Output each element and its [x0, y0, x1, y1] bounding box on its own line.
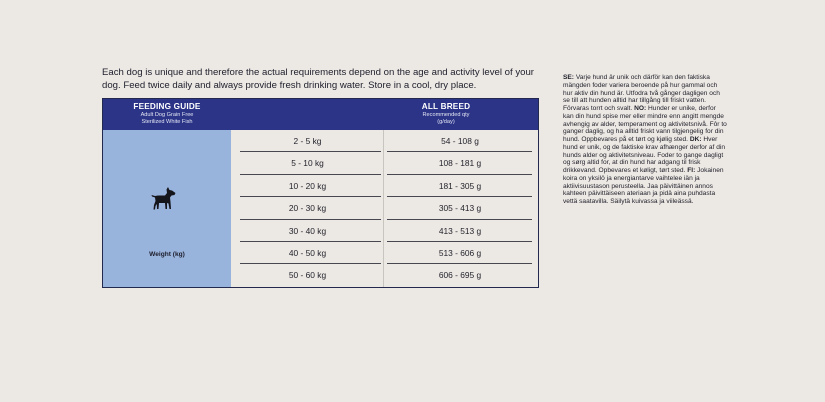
lang-text-dk: Hver hund er unik, og de faktiske krav afhænger derfor af din hunds alder og aktivitetsniveau. Foder to gange dagligt og sørg altid for, at din hund har adgang til frisk drikkevand. Opbevares et køligt, tørt sted. [563, 136, 726, 174]
table-row [231, 130, 538, 152]
multilingual-text [563, 74, 728, 206]
qty-cell: 181 - 305 g [438, 180, 482, 191]
header-left [103, 102, 231, 125]
lang-text-fi: Jokainen koira on yksilö ja energiantarve vaihtelee iän ja aktiivisuustason perusteella. Jaa päivittäinen annos kahteen päivittäiseen ateriaan ja pidä aina puhdasta vettä saatavilla. Säilytä kuivassa ja viileässä. [563, 167, 724, 205]
feeding-guide-subtitle-1: Adult Dog Grain Free [140, 112, 194, 118]
weight-cell: 2 - 5 kg [293, 136, 322, 146]
dog-icon [149, 185, 179, 213]
feeding-rows [231, 130, 538, 287]
weight-label: Weight (kg) [149, 251, 185, 258]
recommended-qty-label: Recommended qty [422, 112, 470, 118]
qty-cell: 606 - 695 g [438, 270, 482, 281]
lang-text-se: Varje hund är unik och därför kan den faktiska mängden foder variera beroende på hur gammal och hur aktiv din hund är. Utfodra två gånger dagligen och se till att hunden alltid har tillgång till friskt vatten. Förvaras torrt och svalt. [563, 74, 720, 112]
lang-code-se: SE: [563, 74, 574, 81]
qty-cell: 54 - 108 g [441, 136, 479, 146]
weight-cell: 10 - 20 kg [288, 180, 327, 191]
lang-code-dk: DK: [689, 136, 702, 143]
qty-cell: 513 - 606 g [438, 248, 482, 258]
qty-cell: 108 - 181 g [438, 158, 482, 169]
all-breed-title: ALL BREED [421, 102, 471, 111]
weight-cell: 5 - 10 kg [291, 158, 324, 169]
weight-cell: 40 - 50 kg [288, 248, 327, 258]
header-right [371, 102, 521, 125]
table-row [231, 175, 538, 197]
table-row [231, 197, 538, 219]
feeding-guide-subtitle-2: Sterilized White Fish [141, 118, 193, 125]
lang-text-no: Hunder er unike, derfor kan din hund spise mer eller mindre enn angitt mengde avhengig av alder, temperament og aktivitetsnivå. Fôr to ganger daglig, og ha alltid friskt vann tilgjengelig for din hund. Oppbevares på et tørt og kjølig sted. [563, 105, 727, 143]
feeding-guide-header [103, 99, 538, 130]
table-row [231, 152, 538, 174]
unit-label: (g/day) [437, 118, 455, 125]
table-row [231, 264, 538, 286]
intro-text: Each dog is unique and therefore the actual requirements depend on the age and activity level of your dog. Feed twice daily and always provide fresh drinking water. Store in a cool, dry place. [102, 67, 535, 91]
feeding-guide-title: FEEDING GUIDE [133, 102, 201, 111]
feeding-guide-table [102, 98, 539, 288]
weight-cell: 50 - 60 kg [288, 270, 327, 281]
lang-code-fi: FI: [687, 167, 696, 174]
lang-code-no: NO: [634, 105, 647, 112]
weight-panel [103, 130, 231, 287]
weight-cell: 30 - 40 kg [288, 225, 327, 236]
table-row [231, 242, 538, 264]
qty-cell: 413 - 513 g [438, 225, 482, 236]
weight-cell: 20 - 30 kg [288, 203, 327, 214]
qty-cell: 305 - 413 g [438, 203, 482, 214]
table-row [231, 220, 538, 242]
